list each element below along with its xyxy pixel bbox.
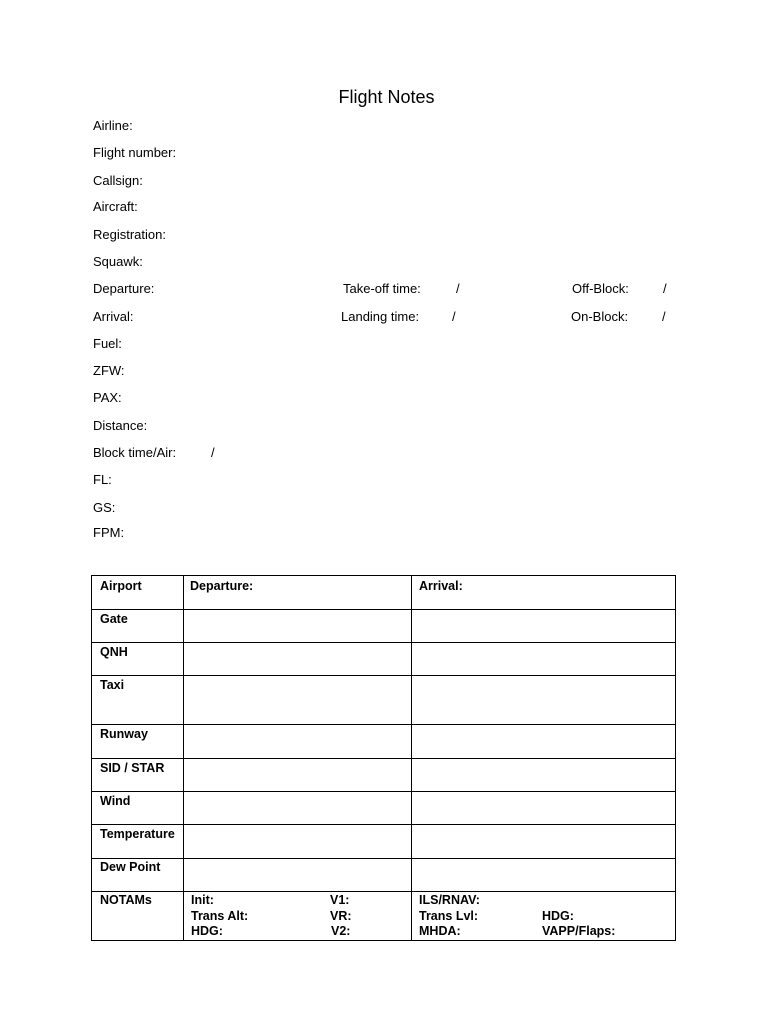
takeoff-time-label: Take-off time: bbox=[343, 281, 421, 296]
table-row-divider bbox=[92, 858, 675, 859]
callsign-label: Callsign: bbox=[93, 173, 143, 188]
page-title: Flight Notes bbox=[338, 87, 435, 107]
table-row-label-wind: Wind bbox=[100, 794, 131, 808]
table-header-arrival: Arrival: bbox=[419, 579, 463, 593]
notams-trans-lvl-label: Trans Lvl: bbox=[419, 909, 479, 923]
notams-departure-hdg-label: HDG: bbox=[191, 924, 223, 938]
table-row-label-notams: NOTAMs bbox=[100, 893, 152, 907]
off-block-label: Off-Block: bbox=[572, 281, 629, 296]
table-row-divider bbox=[92, 642, 675, 643]
table-row-label-runway: Runway bbox=[100, 727, 148, 741]
table-row-divider bbox=[92, 824, 675, 825]
notams-trans-alt-label: Trans Alt: bbox=[191, 909, 249, 923]
block-time-air-label: Block time/Air: bbox=[93, 445, 177, 460]
airport-table bbox=[91, 575, 676, 941]
table-row-label-sid-star: SID / STAR bbox=[100, 761, 165, 775]
landing-time-label: Landing time: bbox=[341, 309, 420, 324]
takeoff-time-separator: / bbox=[456, 281, 460, 296]
departure-label: Departure: bbox=[93, 281, 155, 296]
table-header-airport: Airport bbox=[100, 579, 142, 593]
gs-label: GS: bbox=[93, 500, 116, 515]
table-header-departure: Departure: bbox=[190, 579, 254, 593]
table-row-label-temperature: Temperature bbox=[100, 827, 175, 841]
on-block-label: On-Block: bbox=[571, 309, 629, 324]
table-row-label-qnh: QNH bbox=[100, 645, 128, 659]
table-row-divider bbox=[92, 791, 675, 792]
registration-label: Registration: bbox=[93, 227, 166, 242]
table-row-label-taxi: Taxi bbox=[100, 678, 125, 692]
table-row-divider bbox=[92, 891, 675, 892]
table-row-divider bbox=[92, 609, 675, 610]
on-block-separator: / bbox=[662, 309, 666, 324]
table-row-label-gate: Gate bbox=[100, 612, 128, 626]
notams-init-label: Init: bbox=[191, 893, 214, 907]
table-row-divider bbox=[92, 758, 675, 759]
pax-label: PAX: bbox=[93, 390, 122, 405]
notams-arrival-hdg-label: HDG: bbox=[542, 909, 574, 923]
aircraft-label: Aircraft: bbox=[93, 199, 138, 214]
notams-v1-label: V1: bbox=[330, 893, 350, 907]
fpm-label: FPM: bbox=[93, 525, 125, 540]
fl-label: FL: bbox=[93, 472, 112, 487]
off-block-separator: / bbox=[663, 281, 667, 296]
landing-time-separator: / bbox=[452, 309, 456, 324]
squawk-label: Squawk: bbox=[93, 254, 143, 269]
notams-mhda-label: MHDA: bbox=[419, 924, 461, 938]
table-row-divider bbox=[92, 675, 675, 676]
notams-vapp-flaps-label: VAPP/Flaps: bbox=[542, 924, 616, 938]
airline-label: Airline: bbox=[93, 118, 133, 133]
notams-vr-label: VR: bbox=[330, 909, 352, 923]
flight-number-label: Flight number: bbox=[93, 145, 177, 160]
table-row-label-dew-point: Dew Point bbox=[100, 860, 161, 874]
notams-v2-label: V2: bbox=[331, 924, 351, 938]
distance-label: Distance: bbox=[93, 418, 148, 433]
notams-ils-rnav-label: ILS/RNAV: bbox=[419, 893, 480, 907]
table-row-divider bbox=[92, 724, 675, 725]
zfw-label: ZFW: bbox=[93, 363, 125, 378]
fuel-label: Fuel: bbox=[93, 336, 122, 351]
block-time-separator: / bbox=[211, 445, 215, 460]
arrival-label: Arrival: bbox=[93, 309, 134, 324]
